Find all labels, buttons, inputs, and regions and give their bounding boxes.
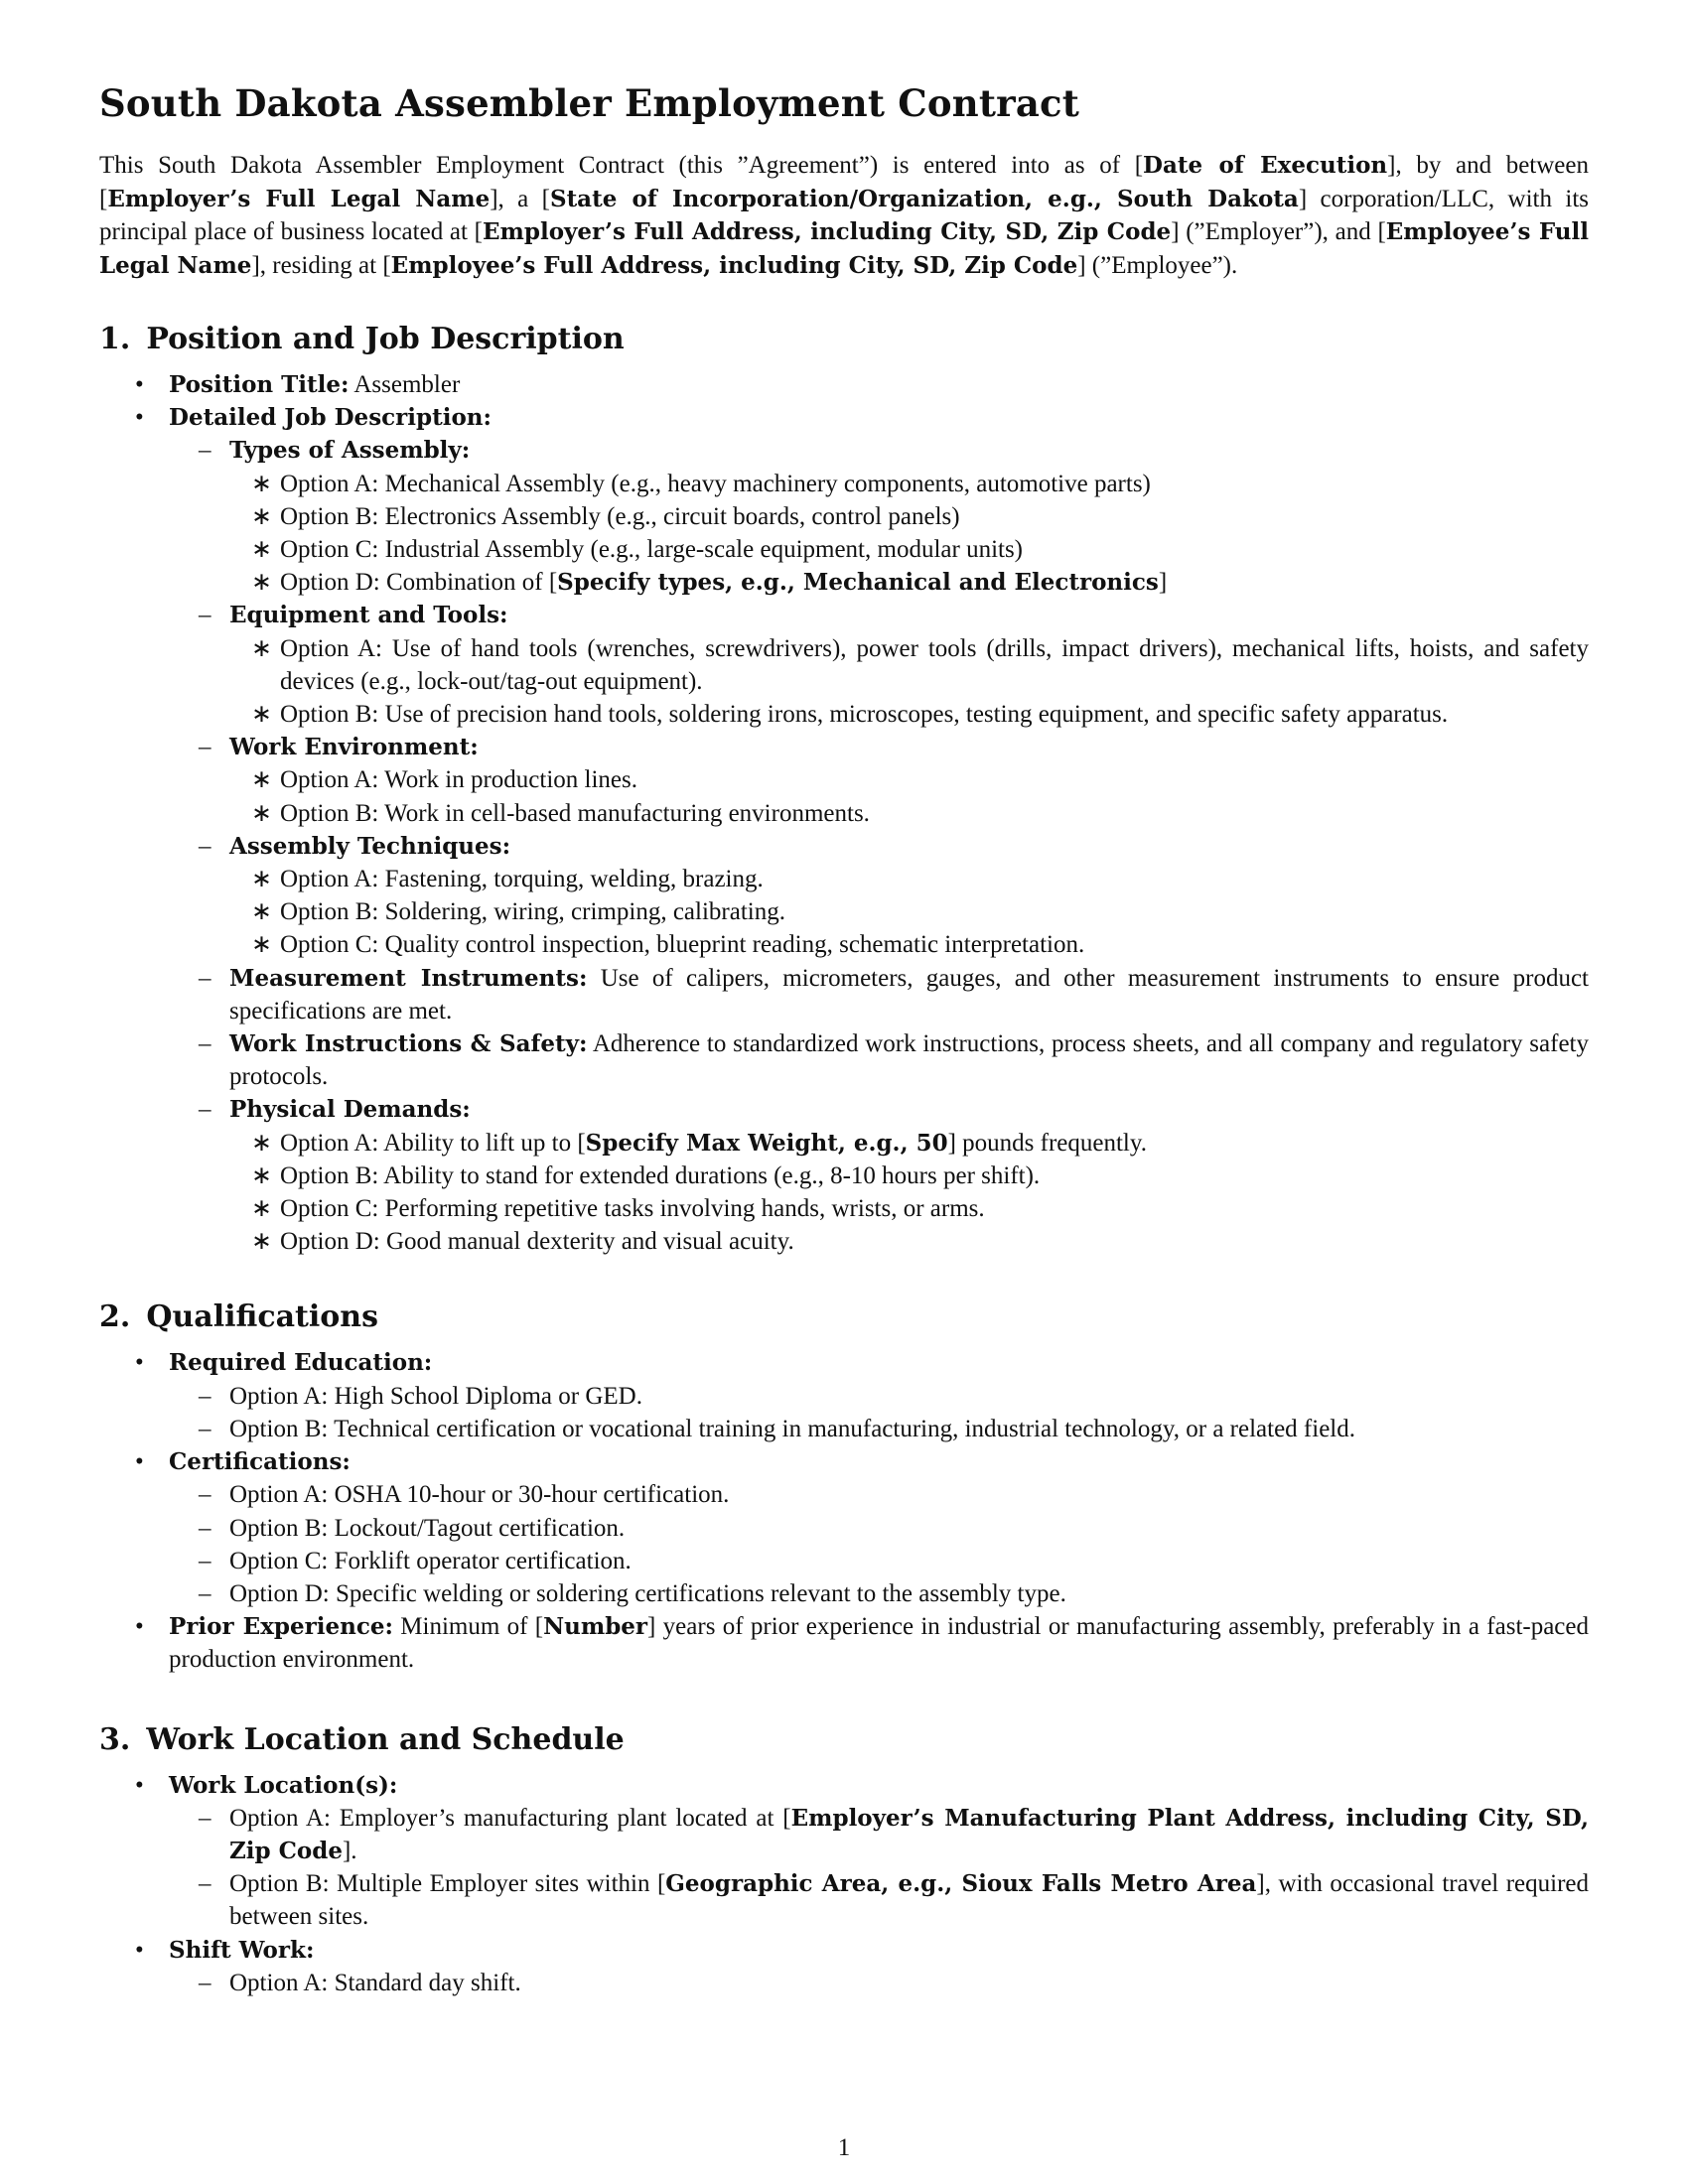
list-item: ∗ Option A: Mechanical Assembly (e.g., heavy machinery components, automotive parts) <box>229 468 1589 500</box>
intro-text: ] (”Employer”), and [ <box>1171 218 1386 245</box>
list-item <box>169 731 1589 830</box>
item-label: Equipment and Tools: <box>229 602 508 629</box>
intro-text: This South Dakota Assembler Employment Contract (this ”Agreement”) is entered into as of [ <box>99 152 1144 179</box>
intro-paragraph <box>99 149 1589 282</box>
item-label: Shift Work: <box>169 1936 315 1964</box>
item-text: ] years of prior experience in industrial or manufacturing assembly, preferably in a fast-paced production environment. <box>169 1613 1589 1674</box>
list-item <box>99 1610 1589 1676</box>
document-title: South Dakota Assembler Employment Contract <box>99 81 1080 125</box>
placeholder-employer-name: Employer’s Full Legal Name <box>107 185 491 212</box>
placeholder: Geographic Area, e.g., Sioux Falls Metro Area <box>665 1870 1257 1898</box>
section-title: Position and Job Description <box>146 322 625 356</box>
item-text: Option B: Multiple Employer sites within [ <box>229 1870 666 1898</box>
item-text: ], with occasional travel required between sites. <box>229 1870 1590 1931</box>
list-item: ∗ Option A: Use of hand tools (wrenches, screwdrivers), power tools (drills, impact drivers), mechanical lifts, hoists, and safety devices (e.g., lock-out/tag-out equipment). <box>229 632 1589 698</box>
list-item: – Option B: Lockout/Tagout certification. <box>169 1512 1589 1545</box>
item-text: Use of calipers, micrometers, gauges, and other measurement instruments to ensure product specifications are met. <box>229 964 1589 1024</box>
list-item: – Option A: OSHA 10-hour or 30-hour certification. <box>169 1478 1589 1511</box>
list-item: ∗ Option B: Use of precision hand tools, soldering irons, microscopes, testing equipment, and specific safety apparatus. <box>229 698 1589 731</box>
list-item <box>229 1127 1589 1160</box>
list-item <box>169 1093 1589 1258</box>
list-item: ∗ Option C: Quality control inspection, blueprint reading, schematic interpretation. <box>229 928 1589 961</box>
list-item: – Option B: Technical certification or vocational training in manufacturing, industrial technology, or a related field. <box>169 1413 1589 1445</box>
page-number: 1 <box>837 2134 851 2161</box>
list-item: ∗ Option A: Fastening, torquing, welding, brazing. <box>229 863 1589 895</box>
item-label: Prior Experience: <box>169 1613 393 1641</box>
list-item <box>229 566 1589 599</box>
list-item: ∗ Option B: Electronics Assembly (e.g., circuit boards, control panels) <box>229 500 1589 533</box>
list-item <box>169 599 1589 731</box>
list-item <box>169 1027 1589 1093</box>
section-heading-position <box>99 322 1589 356</box>
section-1-list <box>99 368 1589 1258</box>
item-text: ]. <box>342 1837 357 1864</box>
section-heading-qualifications <box>99 1299 1589 1334</box>
placeholder: Specify types, e.g., Mechanical and Electronics <box>557 569 1159 597</box>
intro-text: ] corporation/LLC, with its principal place of business located at [ <box>99 185 1589 245</box>
list-item <box>99 1769 1589 1934</box>
placeholder: Number <box>543 1613 648 1641</box>
sub-sub-list <box>229 468 1589 600</box>
placeholder: Specify Max Weight, e.g., 50 <box>585 1129 948 1157</box>
intro-text: ], by and between [ <box>99 152 1589 212</box>
item-text: Option A: Employer’s manufacturing plant located at [ <box>229 1804 791 1832</box>
list-item <box>169 434 1589 599</box>
list-item: – Option D: Specific welding or soldering certifications relevant to the assembly type. <box>169 1577 1589 1610</box>
sub-list <box>169 434 1589 1258</box>
list-item <box>99 1445 1589 1610</box>
list-item <box>99 1346 1589 1445</box>
list-item: ∗ Option C: Industrial Assembly (e.g., large-scale equipment, modular units) <box>229 533 1589 566</box>
item-text: Minimum of [ <box>392 1613 544 1641</box>
sub-sub-list <box>229 863 1589 962</box>
section-heading-location <box>99 1722 1589 1757</box>
item-label: Work Instructions & Safety: <box>229 1030 588 1058</box>
list-item: ∗ Option D: Good manual dexterity and visual acuity. <box>229 1225 1589 1258</box>
item-label: Measurement Instruments: <box>229 964 588 992</box>
list-item <box>169 962 1589 1027</box>
list-item: ∗ Option B: Ability to stand for extended durations (e.g., 8-10 hours per shift). <box>229 1160 1589 1192</box>
list-item <box>99 401 1589 1258</box>
placeholder-date: Date of Execution <box>1143 152 1388 179</box>
placeholder: Employer’s Manufacturing Plant Address, including City, SD, Zip Code <box>229 1804 1589 1864</box>
list-item: ∗ Option A: Work in production lines. <box>229 763 1589 796</box>
list-item <box>99 368 1589 401</box>
list-item: ∗ Option B: Soldering, wiring, crimping, calibrating. <box>229 895 1589 928</box>
section-2-list <box>99 1346 1589 1676</box>
list-item: ∗ Option B: Work in cell-based manufacturing environments. <box>229 797 1589 830</box>
item-label: Work Environment: <box>229 734 479 761</box>
sub-sub-list <box>229 1127 1589 1259</box>
document-page <box>99 81 1589 1999</box>
item-label: Physical Demands: <box>229 1096 471 1124</box>
list-item: – Option A: High School Diploma or GED. <box>169 1380 1589 1413</box>
item-label: Certifications: <box>169 1448 351 1476</box>
item-text: Option D: Combination of [ <box>280 569 558 597</box>
sub-list <box>169 1967 1589 1999</box>
item-label: Assembly Techniques: <box>229 832 511 860</box>
placeholder-state: State of Incorporation/Organization, e.g., South Dakota <box>549 185 1299 212</box>
list-item <box>169 1867 1589 1933</box>
section-number: 2. <box>99 1299 131 1335</box>
section-number: 3. <box>99 1721 131 1757</box>
list-item: – Option C: Forklift operator certification. <box>169 1545 1589 1577</box>
list-item: – Option A: Standard day shift. <box>169 1967 1589 1999</box>
intro-text: ], a [ <box>490 185 550 212</box>
item-label: Work Location(s): <box>169 1771 398 1799</box>
sub-sub-list <box>229 632 1589 732</box>
section-number: 1. <box>99 322 131 356</box>
item-text: ] <box>1158 569 1168 597</box>
intro-text: ] (”Employee”). <box>1077 251 1238 279</box>
item-label: Required Education: <box>169 1349 433 1377</box>
item-text: Adherence to standardized work instructions, process sheets, and all company and regulatory safety protocols. <box>229 1030 1589 1091</box>
section-3-list <box>99 1769 1589 1999</box>
sub-list <box>169 1802 1589 1934</box>
item-text: ] pounds frequently. <box>947 1129 1148 1157</box>
section-title: Work Location and Schedule <box>146 1721 625 1757</box>
placeholder-employer-address: Employer’s Full Address, including City, SD, Zip Code <box>483 218 1172 245</box>
sub-sub-list <box>229 763 1589 829</box>
item-text: Option A: Ability to lift up to [ <box>280 1129 586 1157</box>
item-label: Position Title: <box>169 371 350 398</box>
section-title: Qualifications <box>146 1299 378 1335</box>
item-text: Assembler <box>349 371 461 398</box>
sub-list <box>169 1478 1589 1610</box>
item-label: Types of Assembly: <box>229 437 471 465</box>
list-item <box>99 1934 1589 1999</box>
item-label: Detailed Job Description: <box>169 404 492 432</box>
list-item <box>169 1802 1589 1867</box>
placeholder-employee-name: Employee’s Full Legal Name <box>99 218 1589 279</box>
list-item: ∗ Option C: Performing repetitive tasks involving hands, wrists, or arms. <box>229 1192 1589 1225</box>
list-item <box>169 830 1589 962</box>
intro-text: ], residing at [ <box>251 251 391 279</box>
sub-list <box>169 1380 1589 1445</box>
placeholder-employee-address: Employee’s Full Address, including City, SD, Zip Code <box>390 251 1078 279</box>
